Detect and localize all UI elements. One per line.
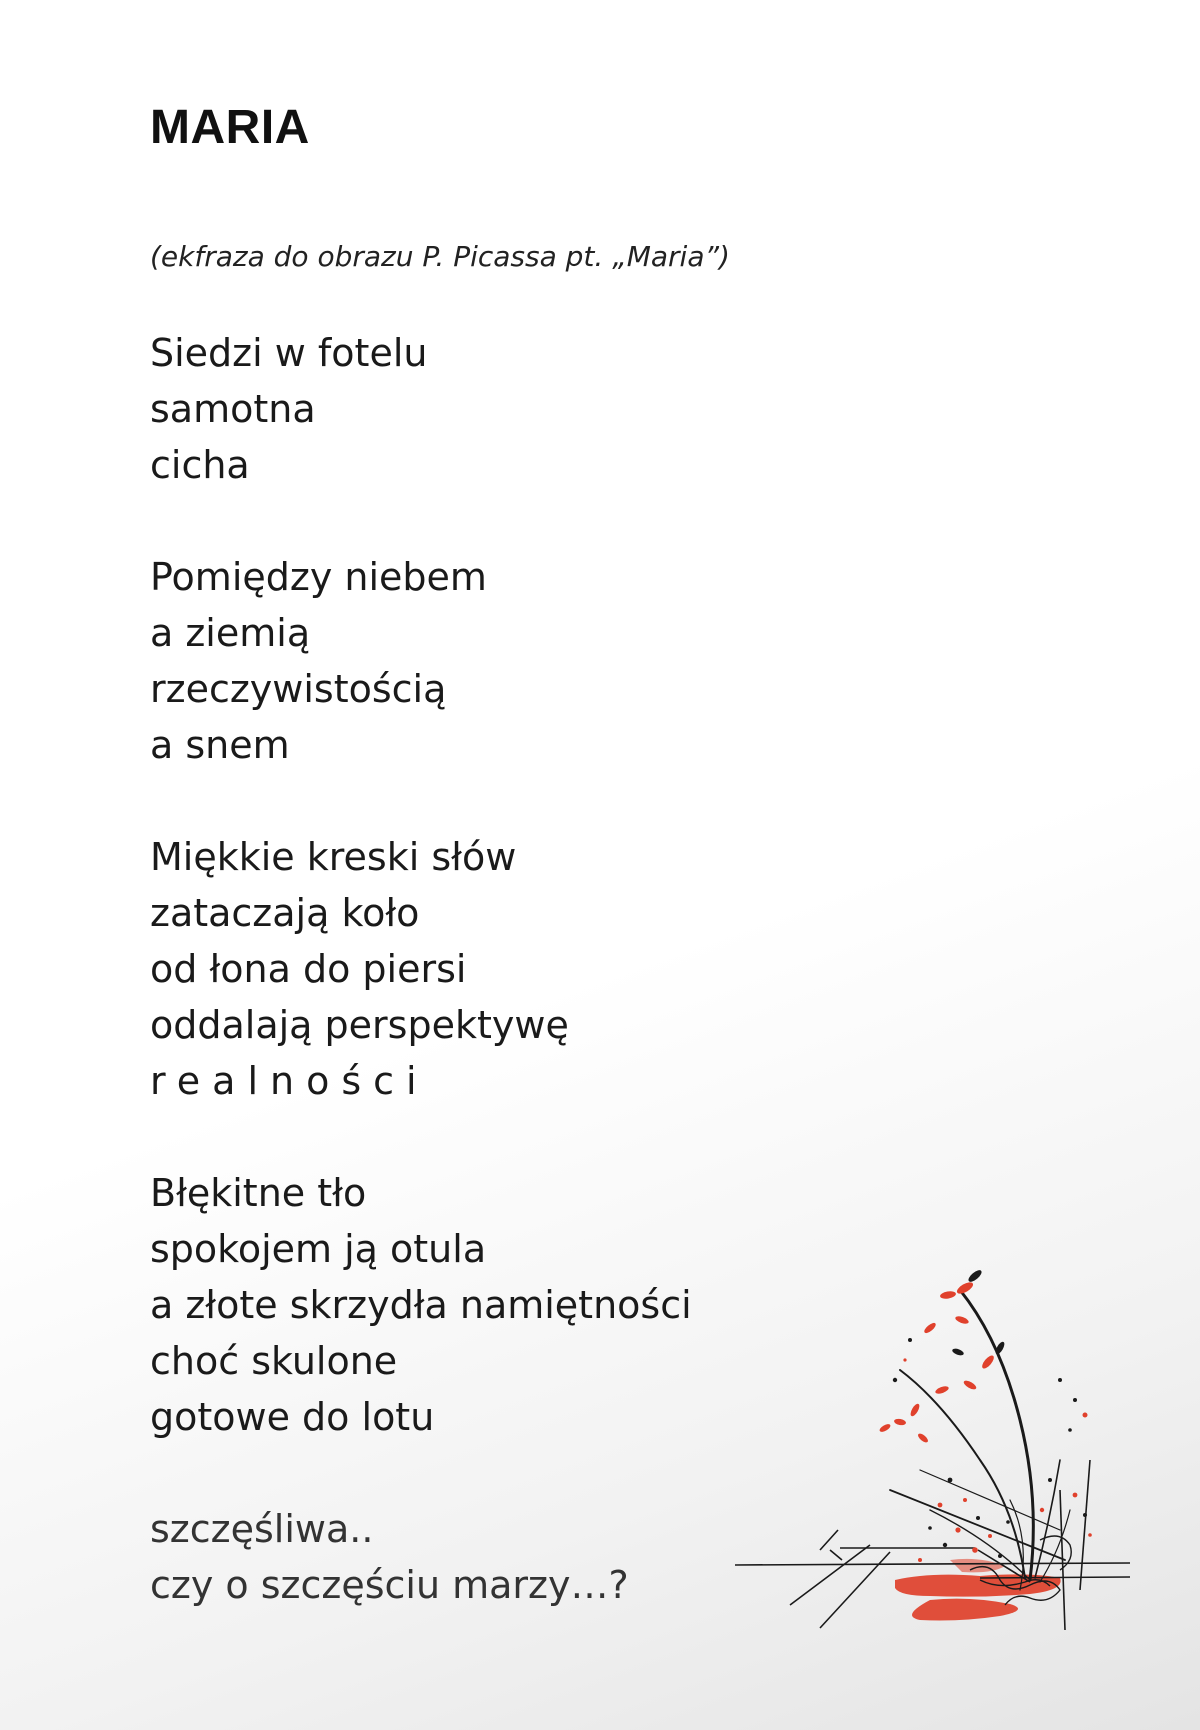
stanza-3	[150, 829, 850, 1109]
poem-line: Miękkie kreski słów	[150, 835, 517, 879]
stanza-2	[150, 549, 850, 773]
black-leaves	[951, 1268, 1006, 1357]
poem-line: cicha	[150, 443, 250, 487]
poem-line: gotowe do lotu	[150, 1395, 435, 1439]
poem-line-spaced: realności	[150, 1059, 429, 1103]
plant-stems	[890, 1290, 1070, 1590]
poem-line: Siedzi w fotelu	[150, 331, 428, 375]
poem-line: Błękitne tło	[150, 1171, 367, 1215]
poem-line: zataczają koło	[150, 891, 420, 935]
poem-line: Pomiędzy niebem	[150, 555, 487, 599]
poem-line: szczęśliwa..	[150, 1507, 374, 1551]
red-ground-wash	[895, 1559, 1061, 1621]
poem-line: od łona do piersi	[150, 947, 467, 991]
poem-line: a złote skrzydła namiętności	[150, 1283, 692, 1327]
stanza-1	[150, 325, 850, 493]
poem-subtitle: (ekfraza do obrazu P. Picassa pt. „Maria”)	[150, 240, 730, 273]
poem-line: spokojem ją otula	[150, 1227, 487, 1271]
red-leaves	[878, 1280, 995, 1444]
poem-line: rzeczywistością	[150, 667, 447, 711]
poem-line: oddalają perspektywę	[150, 1003, 569, 1047]
poem-line: samotna	[150, 387, 316, 431]
poem-line: czy o szczęściu marzy…?	[150, 1563, 629, 1607]
plant-drawing-illustration	[730, 1260, 1150, 1660]
poem-line: a snem	[150, 723, 290, 767]
poem-line: choć skulone	[150, 1339, 398, 1383]
poem-line: a ziemią	[150, 611, 311, 655]
poem-title: MARIA	[150, 101, 310, 154]
